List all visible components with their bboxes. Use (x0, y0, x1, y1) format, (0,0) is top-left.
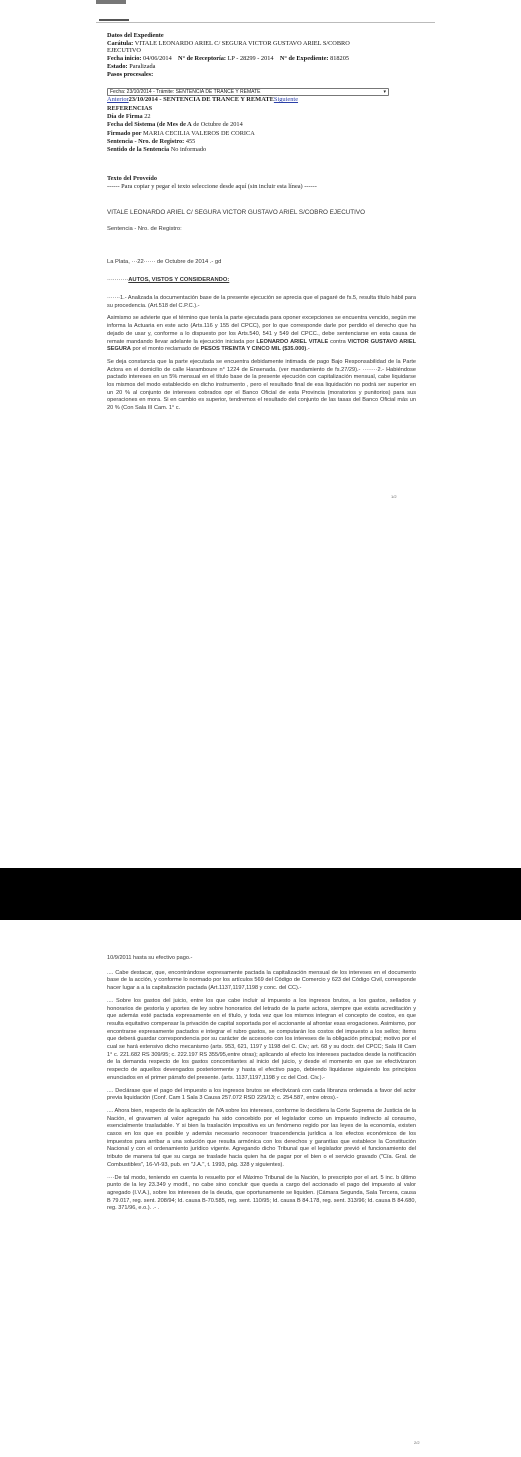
fecha-inicio-value: 04/06/2014 (143, 55, 172, 63)
paragraph-2-text-g: .- (306, 346, 310, 353)
fecha-line: La Plata, ···22······ de Octubre de 2014 .- gd (107, 259, 222, 265)
copy-hint: ------ Para copiar y pegar el texto seleccione desde aquí (sin incluir esta línea) ------ (107, 183, 317, 191)
anterior-link[interactable]: Anterior (107, 96, 129, 103)
expediente-data (107, 32, 437, 78)
dia-firma-value: 22 (144, 113, 151, 121)
firmado-value: MARIA CECILIA VALEROS DE CORICA (143, 129, 255, 137)
fecha-sistema-label: Fecha del Sistema (de Mes de A (107, 121, 192, 129)
p2-paragraph-4: .... Ahora bien, respecto de la aplicación de IVA sobre los intereses, conforme lo decidiera la Corte Suprema de Justicia de la Nación, el gravamen al valor agregado ha sido concebido por el legislador como un impuesto indirecto al consumo, esencialmente trasladable. Y si bien la traslación impositiva es un fenómeno regido por las leyes de la economía, existen casos en los que es posible y además necesario reconocer trascendencia jurídica a los efectos económicos de los impuestos para arribar a una solución que resulta armónica con los derechos y garantías que establece la Constitución Nacional y con el ordenamiento jurídico vigente. Agregando dicho Tribunal que el legislador previó el funcionamiento del tributo de manera tal que su carga se traslade hacia quien ha de pagar por el bien o el servicio gravado ("Cía. Gral. de Combustibles", 16-VI-93, pub. en "J.A.", t. 1993, pág. 328 y siguientes). (107, 1107, 416, 1168)
caratula-value-cont: EJECUTIVO (107, 47, 141, 55)
sentencia-value: 455 (185, 137, 196, 145)
paragraph-3: Se deja constancia que la parte ejecutada se encuentra debidamente intimada de pago Bajo Responsabilidad de la Parte Actora en el domicilio de calle Harambourе n° 1224 de Ensenada. (ver mandamiento de fs.27/29).- ········2.- Habiéndose pactado intereses en un 5% mensual en el título base de la presente ejecución con capitalización mensual, cabe liquidarse los mismos del modo establecido en dicho instrumento , pero el resultado final de esa liquidación no podrá ser superior en un 20 % al conjunto de intereses cobrados opr el Banco Oficial de esta Provincia (moratorios y punitorios) para sus operaciones en mora. Si en cambio es superior, tendremos el resultado del conjunto de las tasas del Banco Oficial más un 20 % (Con Sala III Cam. 1° c. (107, 358, 416, 412)
body-page-1 (107, 295, 416, 413)
expediente-value: 818205 (330, 55, 349, 63)
caratula-label: Carátula: (107, 39, 134, 47)
p2-paragraph-2: .... Sobre los gastos del juicio, entre los que cabe incluir al impuesto a los ingresos brutos, a los gastos, sellados y honorarios de gestoría y aportes de ley sobre honorarios del letrado de la parte actora, siempre que exista acreditación y que además esté pactada expresamente en el título, y toda vez que los mismos integran el concepto de costos, es que resulta equitativo compensar la privación de capital soportada por el accionante al afrontar esas erogaciones. Asimismo, por encontrarse expresamente pactados e integrar el rubro gastos, se computarán los costos del impuesto a los sellos; ítems que deberá guardar correspondencia por su carácter de accesorio con los intereses de la obligación principal; motivo por el cual se hará extensivo dicho mecanismo (arts. 953, 621, 1197 y 1198 del C. Civ.; art. 68 y su doctr. del CPCC; Sala III Cam 1° c. 221.682 RS 309/95; c. 222.197 RS 355/95,entre otras); aplicando al efecto los intereses pactados desde la notificación de la demanda respecto de los gastos concomitantes al inicio del juicio, y desde el momento en que se efectivizaron respecto de aquellos devengados posteriormente y hasta el efectivo pago, debiendo liquidarse siguiendo los principios enunciados en el primer párrafo del presente. (arts. 1137,1197,1198 y cc del Cod. Civ.).- (107, 997, 416, 1081)
p2-paragraph-0: 10/9/2011 hasta su efectivo pago.- (107, 955, 193, 961)
expediente-label: N° de Expediente: (279, 55, 329, 63)
header-bar (96, 0, 126, 4)
paragraph-1: ·······1.- Analizada la documentación base de la presente ejecución se aprecia que el pagaré de fs.5, resulta título hábil para su procedencia. (Art.518 del C.P.C.).- (107, 295, 416, 309)
paragraph-2-text-a: Asimismo se advierte que el término que tenía la parte ejecutada para oponer excepciones se encuentra vencido, según me informa la Actuaria en este acto (Arts.116 y 155 del CPCC), por lo que corresponde darle por perdido el derecho que ha dejado de usar y, conforme a lo dispuesto por los Arts.540, 541 y 549 del CPCC., debe sentenciarse en esta causa de remate mandando llevar adelante la ejecución iniciada por (107, 315, 416, 345)
fecha-sistema-value: de Octubre de 2014 (193, 121, 243, 129)
document-page-2 (0, 920, 521, 1457)
p2-paragraph-3: .... Declárase que el pago del impuesto a los ingresos brutos se efectivizará con cada libranza ordenada a favor del actor previa liquidación (Conf. Cam 1 Sala 3 Causa 257.072 RSD 229/13; c. 254.587, entre otros).- (107, 1087, 416, 1102)
pasos-label: Pasos procesales: (107, 70, 154, 78)
plaintiff-name: LEONARDO ARIEL VITALE (256, 338, 329, 345)
header-bar-2 (99, 19, 129, 21)
page-separator (0, 868, 521, 920)
sentencia-label: Sentencia - Nro. de Registro: (107, 137, 185, 145)
autos-dots: ··········· (107, 277, 129, 283)
caratula-value: VITALE LEONARDO ARIEL C/ SEGURA VICTOR GUSTAVO ARIEL S/COBRO (134, 39, 350, 47)
body-page-2 (107, 955, 416, 1213)
sentido-value: No informado (170, 146, 207, 154)
siguiente-link[interactable]: Siguiente (273, 96, 299, 103)
receptoria-value: LP - 28299 - 2014 (227, 55, 274, 63)
defendant-name: VICTOR GUSTAVO ARIEL SEGURA (107, 338, 416, 353)
estado-value: Paralizada (129, 62, 156, 70)
dia-firma-label: Día de Firma (107, 113, 143, 121)
firmado-label: Firmado por (107, 129, 142, 137)
claimed-amount: PESOS TREINTA Y CINCO MIL ($35.000) (200, 346, 307, 353)
texto-proveido-label: Texto del Proveído (107, 175, 158, 182)
sentido-label: Sentido de la Sentencia (107, 146, 170, 154)
estado-label: Estado: (107, 62, 128, 70)
referencias-label: REFERENCIAS (107, 105, 153, 112)
pasos-procesales-select[interactable] (107, 88, 389, 96)
paragraph-2-text-c: contra (328, 338, 348, 345)
chevron-down-icon: ▾ (383, 89, 386, 95)
nav-row (107, 96, 298, 104)
expediente-header: Datos del Expediente (107, 32, 164, 39)
sentencia-line: Sentencia - Nro. de Registro: (107, 226, 182, 232)
referencias (107, 105, 255, 154)
fecha-inicio-label: Fecha inicio: (107, 55, 142, 63)
autos-heading: AUTOS, VISTOS Y CONSIDERANDO: (128, 277, 230, 283)
autos-heading-row (107, 277, 229, 283)
pasos-select-value: Fecha: 23/10/2014 - Trámite: SENTENCIA DE TRANCE Y REMATE (110, 89, 261, 95)
receptoria-label: N° de Receptoría: (178, 55, 226, 63)
page-number-2: 2/2 (414, 1440, 420, 1445)
texto-proveido (107, 175, 317, 192)
nav-title: 23/10/2014 - SENTENCIA DE TRANCE Y REMATE (128, 96, 274, 103)
separator-line (96, 22, 435, 23)
case-title: VITALE LEONARDO ARIEL C/ SEGURA VICTOR GUSTAVO ARIEL S/COBRO EJECUTIVO (107, 209, 365, 216)
p2-paragraph-5: ····De tal modo, teniendo en cuenta lo resuelto por el Máximo Tribunal de la Nación, lo prescripto por el art. 5 inc. b último punto de la ley 23.349 y modif., no cabe sino concluir que queda a cargo del accionado el pago del impuesto al valor agregado (I.V.A.), sobre los intereses de la deuda, que oportunamente se liquiden. (Cámara Segunda, Sala Tercera, causa B 79.017, reg. sent. 208/94; Id. causa B-70.585, reg. sent. 110/95; Id. causa B 84.178, reg. sent. 313/96; Id. causa B 84.680, reg. 371/96, e.o.). .- . (107, 1174, 416, 1212)
page-number-1: 1/2 (391, 494, 397, 499)
paragraph-2-text-e: por el monto reclamado de (130, 346, 201, 353)
paragraph-2 (107, 315, 416, 354)
p2-paragraph-1: .... Cabe destacar, que, encontrándose expresamente pactada la capitalización mensual de los intereses en el documento base de la acción, y conforme lo normado por los artículos 569 del Código de Comercio y 623 del Código Civil, corresponde hacer lugar a a la capitalización pactada (Art.1137,1197,1198 y conc. del CC).- (107, 969, 416, 992)
